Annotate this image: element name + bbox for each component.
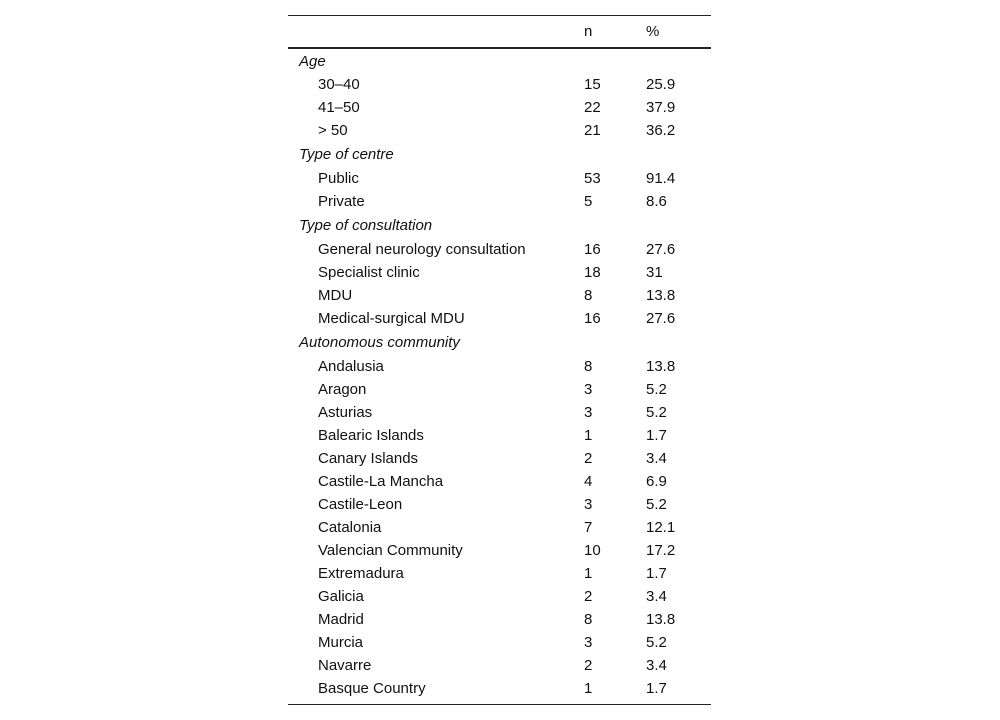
row-percent: 36.2 — [646, 121, 676, 139]
table-row — [288, 562, 711, 585]
row-percent: 5.2 — [646, 495, 667, 513]
table-body — [288, 48, 711, 705]
row-percent: 6.9 — [646, 472, 667, 490]
data-table-container — [288, 15, 711, 705]
row-percent: 5.2 — [646, 403, 667, 421]
header-row — [288, 16, 711, 48]
group-title: Type of consultation — [299, 217, 433, 234]
row-n: 8 — [584, 286, 593, 304]
table-row — [288, 677, 711, 705]
group-header-row — [288, 48, 711, 73]
row-n: 16 — [584, 240, 601, 258]
group-header-row — [288, 213, 711, 238]
row-n: 15 — [584, 75, 601, 93]
table-row — [288, 73, 711, 96]
row-label: Extremadura — [318, 564, 404, 582]
row-label: Castile-La Mancha — [318, 472, 444, 490]
table-row — [288, 631, 711, 654]
row-percent: 27.6 — [646, 309, 676, 327]
row-n: 3 — [584, 380, 593, 398]
row-n: 8 — [584, 610, 593, 628]
row-label: Castile-Leon — [318, 495, 403, 513]
table-row — [288, 539, 711, 562]
row-label: Murcia — [318, 633, 364, 651]
row-percent: 91.4 — [646, 169, 676, 187]
row-label: Balearic Islands — [318, 426, 424, 444]
row-percent: 13.8 — [646, 357, 676, 375]
row-percent: 3.4 — [646, 587, 667, 605]
row-percent: 3.4 — [646, 449, 667, 467]
row-label: Canary Islands — [318, 449, 419, 467]
row-percent: 12.1 — [646, 518, 676, 536]
row-n: 22 — [584, 98, 601, 116]
group-title: Autonomous community — [299, 334, 460, 351]
table-row — [288, 307, 711, 330]
table-row — [288, 238, 711, 261]
group-title: Type of centre — [299, 146, 394, 163]
row-percent: 17.2 — [646, 541, 676, 559]
header-label — [288, 16, 584, 48]
row-percent: 27.6 — [646, 240, 676, 258]
row-percent: 8.6 — [646, 192, 667, 210]
row-n: 1 — [584, 679, 593, 697]
row-n: 53 — [584, 169, 601, 187]
row-n: 21 — [584, 121, 601, 139]
row-n: 16 — [584, 309, 601, 327]
table-row — [288, 119, 711, 142]
row-label: 41–50 — [318, 98, 360, 116]
row-n: 18 — [584, 263, 601, 281]
group-title: Age — [299, 52, 326, 70]
row-percent: 13.8 — [646, 286, 676, 304]
row-label: Andalusia — [318, 357, 384, 375]
table-row — [288, 401, 711, 424]
group-header-row — [288, 142, 711, 167]
row-label: 30–40 — [318, 75, 360, 93]
row-percent: 37.9 — [646, 98, 676, 116]
header-n: n — [584, 22, 593, 40]
row-percent: 31 — [646, 263, 663, 281]
table-row — [288, 585, 711, 608]
row-n: 3 — [584, 633, 593, 651]
row-n: 8 — [584, 357, 593, 375]
row-n: 2 — [584, 449, 593, 467]
row-label: Asturias — [318, 403, 373, 421]
row-label: Madrid — [318, 610, 364, 628]
row-percent: 25.9 — [646, 75, 676, 93]
row-percent: 1.7 — [646, 679, 667, 697]
group-header-row — [288, 330, 711, 355]
row-percent: 1.7 — [646, 426, 667, 444]
table-row — [288, 516, 711, 539]
row-label: Catalonia — [318, 518, 382, 536]
table-row — [288, 378, 711, 401]
table-row — [288, 608, 711, 631]
header-percent: % — [646, 22, 660, 40]
row-n: 3 — [584, 495, 593, 513]
row-label: Basque Country — [318, 679, 426, 697]
row-n: 4 — [584, 472, 593, 490]
row-label: Public — [318, 169, 359, 187]
row-percent: 13.8 — [646, 610, 676, 628]
row-label: Valencian Community — [318, 541, 463, 559]
row-n: 2 — [584, 656, 593, 674]
table-row — [288, 424, 711, 447]
row-label: Aragon — [318, 380, 367, 398]
row-percent: 1.7 — [646, 564, 667, 582]
table-row — [288, 493, 711, 516]
row-n: 1 — [584, 426, 593, 444]
row-label: Medical-surgical MDU — [318, 309, 465, 327]
row-n: 3 — [584, 403, 593, 421]
row-label: Galicia — [318, 587, 364, 605]
table-header — [288, 16, 711, 48]
table-row — [288, 190, 711, 213]
data-table — [288, 15, 711, 705]
table-row — [288, 470, 711, 493]
row-n: 10 — [584, 541, 601, 559]
table-row — [288, 447, 711, 470]
row-label: Private — [318, 192, 365, 210]
table-row — [288, 654, 711, 677]
table-row — [288, 167, 711, 190]
row-label: Navarre — [318, 656, 372, 674]
row-n: 7 — [584, 518, 593, 536]
row-label: Specialist clinic — [318, 263, 420, 281]
table-row — [288, 96, 711, 119]
row-label: General neurology consultation — [318, 240, 526, 258]
row-percent: 5.2 — [646, 633, 667, 651]
table-row — [288, 284, 711, 307]
row-n: 2 — [584, 587, 593, 605]
row-n: 1 — [584, 564, 593, 582]
row-n: 5 — [584, 192, 593, 210]
row-percent: 3.4 — [646, 656, 667, 674]
row-percent: 5.2 — [646, 380, 667, 398]
row-label: > 50 — [318, 121, 348, 139]
row-label: MDU — [318, 286, 353, 304]
table-row — [288, 261, 711, 284]
table-row — [288, 355, 711, 378]
